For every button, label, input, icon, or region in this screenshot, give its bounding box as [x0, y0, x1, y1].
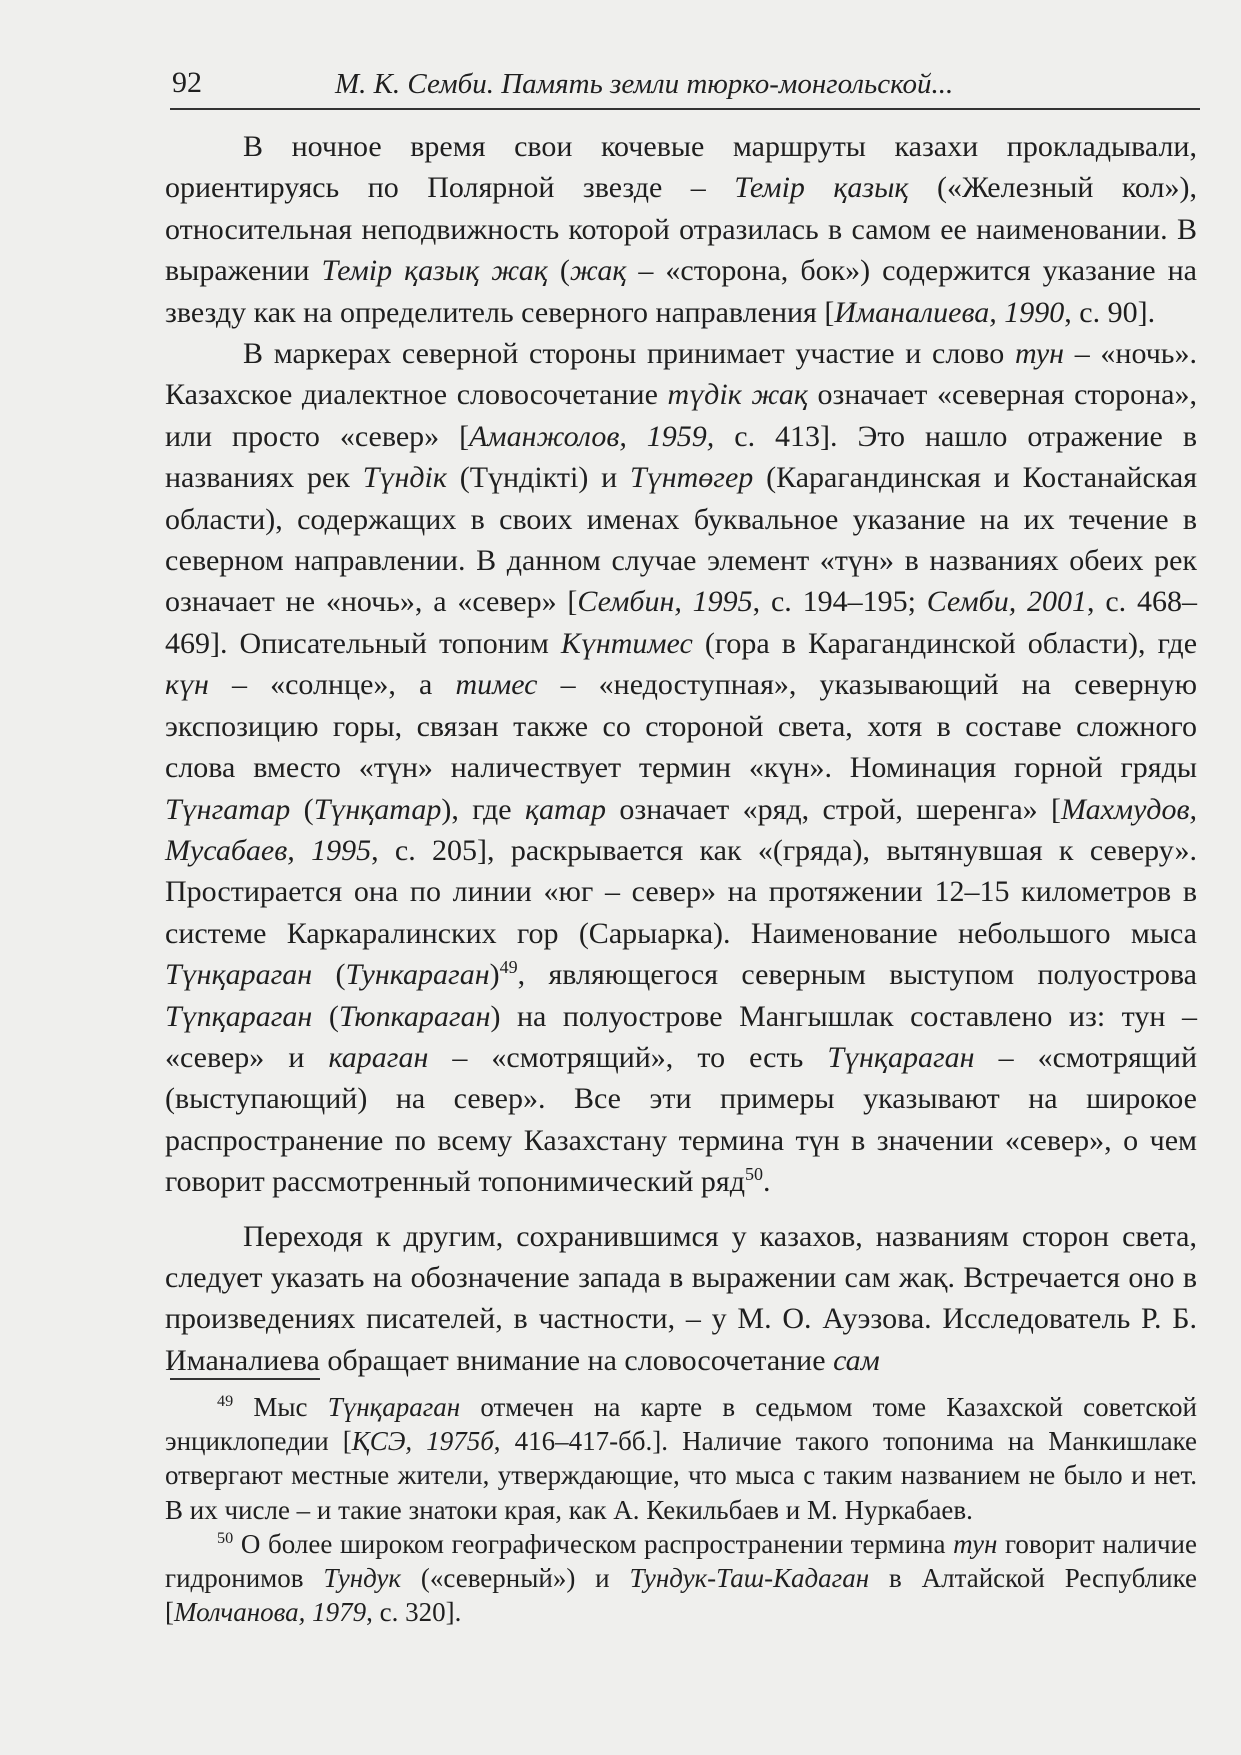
text-span: говорит наличие гидронимов — [165, 1528, 1197, 1594]
italic-span: тун — [953, 1528, 998, 1559]
italic-span: Темір қазық жақ — [321, 254, 548, 288]
text-span: ( — [547, 254, 570, 288]
italic-span: жақ — [569, 254, 627, 288]
text-span: (Карагандинская и Костанайская области), содержащих в своих именах буквальное указание на их течение в северном направлении. В данном случае элемент «түн» в названиях обеих рек означает не «ночь», а «север» [ — [165, 461, 1197, 619]
paragraph — [165, 1216, 1197, 1382]
text-span: – «ночь». Казахское диалектное словосочетание — [165, 337, 1197, 412]
footnote-ref[interactable]: 50 — [217, 1528, 234, 1547]
text-span: , с. 194–195; — [752, 585, 927, 619]
italic-span: түдік жақ — [667, 378, 808, 412]
text-span: – «сторона, бок») содержится указание на звезду как на определитель северного направления [ — [165, 254, 1198, 329]
italic-span: қатар — [524, 792, 607, 826]
text-span: («северный») и — [401, 1563, 630, 1594]
text-span: . — [762, 1165, 771, 1199]
italic-span: тимес — [455, 668, 538, 702]
text-span: ( — [312, 958, 346, 992]
italic-span: Тункараган — [345, 958, 490, 992]
paragraph — [165, 126, 1197, 333]
italic-span: күн — [165, 668, 209, 702]
text-span: ( — [312, 999, 339, 1033]
text-span: ) — [489, 958, 500, 992]
italic-span: ҚСЭ, 1975б — [351, 1426, 494, 1457]
header-rule — [170, 108, 1200, 110]
italic-span: Түпқараган — [165, 999, 313, 1033]
italic-span: Түнқараган — [327, 1392, 461, 1422]
italic-span: Тундук — [323, 1563, 402, 1594]
text-span: , 416–417-бб.]. Наличие такого топонима на Манкишлаке отвергают местные жители, утверждающие, что мыса с таким названием не было и нет. В их числе – и такие знатоки края, как А. Кекильбаев и М. Нуркабаев. — [165, 1426, 1197, 1525]
text-span: О более широком географическом распространении термина — [233, 1528, 954, 1559]
footnote-ref[interactable]: 49 — [499, 957, 518, 978]
italic-span: сам — [833, 1343, 880, 1377]
text-span: , с. 205], раскрывается как «(гряда), вытянувшая к северу». Простирается она по линии «юг – север» на протяжении 12–15 километров в системе Каркаралинских гор (Сарыарка). Наименование небольшого мыса — [165, 833, 1197, 950]
italic-span: караган — [328, 1040, 429, 1074]
text-span: – «смотрящий (выступающий) на север». Все эти примеры указывают на широкое распространение по всему Казахстану термина түн в значении «север», о чем говорит рассмотренный топонимический ряд — [165, 1040, 1198, 1199]
italic-span: Түнқатар — [313, 792, 442, 826]
italic-span: Күнтимес — [560, 626, 693, 660]
text-span: – «смотрящий», то есть — [428, 1040, 828, 1074]
main-text — [165, 126, 1197, 1381]
italic-span: Сембин, 1995 — [577, 585, 753, 619]
text-span: – «солнце», а — [208, 668, 456, 702]
text-span: ) на полуострове Мангышлак составлено из: тун – «север» и — [165, 999, 1197, 1074]
text-span: отмечен на карте в седьмом томе Казахской советской энциклопедии [ — [165, 1392, 1198, 1457]
italic-span: Темір қазық — [734, 171, 909, 205]
running-title: М. К. Семби. Память земли тюрко-монгольской... — [335, 68, 954, 100]
italic-span: Махмудов, Мусабаев, 1995 — [165, 792, 1197, 867]
paragraph — [165, 333, 1197, 1203]
text-span: , с. 468–469]. Описательный топоним — [165, 585, 1197, 660]
italic-span: Түнқараган — [827, 1040, 975, 1074]
italic-span: Семби, 2001 — [926, 585, 1088, 619]
footnote-ref[interactable]: 50 — [744, 1164, 763, 1185]
text-span: , являющегося северным выступом полуострова — [517, 958, 1197, 992]
text-span: (Түндікті) и — [446, 461, 631, 495]
italic-span: Түндік — [362, 461, 447, 495]
footnote-rule — [170, 1378, 320, 1380]
text-span: в Алтайской Республике [ — [165, 1563, 1198, 1628]
footnotes — [165, 1390, 1197, 1629]
italic-span: Иманалиева, 1990 — [834, 295, 1065, 329]
footnote-ref[interactable]: 49 — [217, 1392, 234, 1410]
footnote — [165, 1527, 1197, 1630]
text-span: означает «ряд, строй, шеренга» [ — [606, 792, 1062, 826]
italic-span: тун — [1014, 337, 1065, 371]
italic-span: Түнтөгер — [630, 461, 754, 495]
text-span: (гора в Карагандинской области), где — [692, 626, 1198, 660]
text-span: В ночное время свои кочевые маршруты казахи прокладывали, ориентируясь по Полярной звезде – — [165, 130, 1197, 205]
text-span: ), где — [441, 792, 525, 826]
text-span: , с. 320]. — [366, 1597, 462, 1628]
italic-span: Түнгатар — [165, 792, 291, 826]
text-span: – «недоступная», указывающий на северную экспозицию горы, связан также со стороной света, хотя в составе сложного слова вместо «түн» наличествует термин «күн». Номинация горной гряды — [165, 668, 1197, 785]
text-span: , с. 90]. — [1064, 295, 1156, 329]
text-span: Переходя к другим, сохранившимся у казахов, названиям сторон света, следует указать на обозначение запада в выражении сам жақ. Встречается оно в произведениях писателей, в частности, – у М. О. Ауэзова. Исследователь Р. Б. Иманалиева обращает внимание на словосочетание — [165, 1219, 1197, 1377]
text-span: означает «северная сторона», или просто «север» [ — [165, 378, 1197, 453]
italic-span: Тюпкараган — [338, 999, 491, 1033]
footnote — [165, 1390, 1197, 1527]
italic-span: Түнқараган — [165, 958, 313, 992]
text-span: Мыс — [233, 1392, 328, 1422]
text-span: ( — [290, 792, 314, 826]
text-span: («Железный кол»), относительная неподвижность которой отразилась в самом ее наименовании. В выражении — [165, 171, 1197, 288]
text-span: В маркерах северной стороны принимает участие и слово — [243, 337, 1015, 371]
italic-span: Тундук-Таш-Кадаган — [629, 1563, 870, 1594]
italic-span: Аманжолов, 1959, — [469, 419, 715, 453]
italic-span: Молчанова, 1979 — [174, 1597, 367, 1628]
page-number: 92 — [172, 66, 202, 99]
page-header — [170, 66, 1200, 106]
text-span: с. 413]. Это нашло отражение в названиях рек — [165, 419, 1197, 495]
